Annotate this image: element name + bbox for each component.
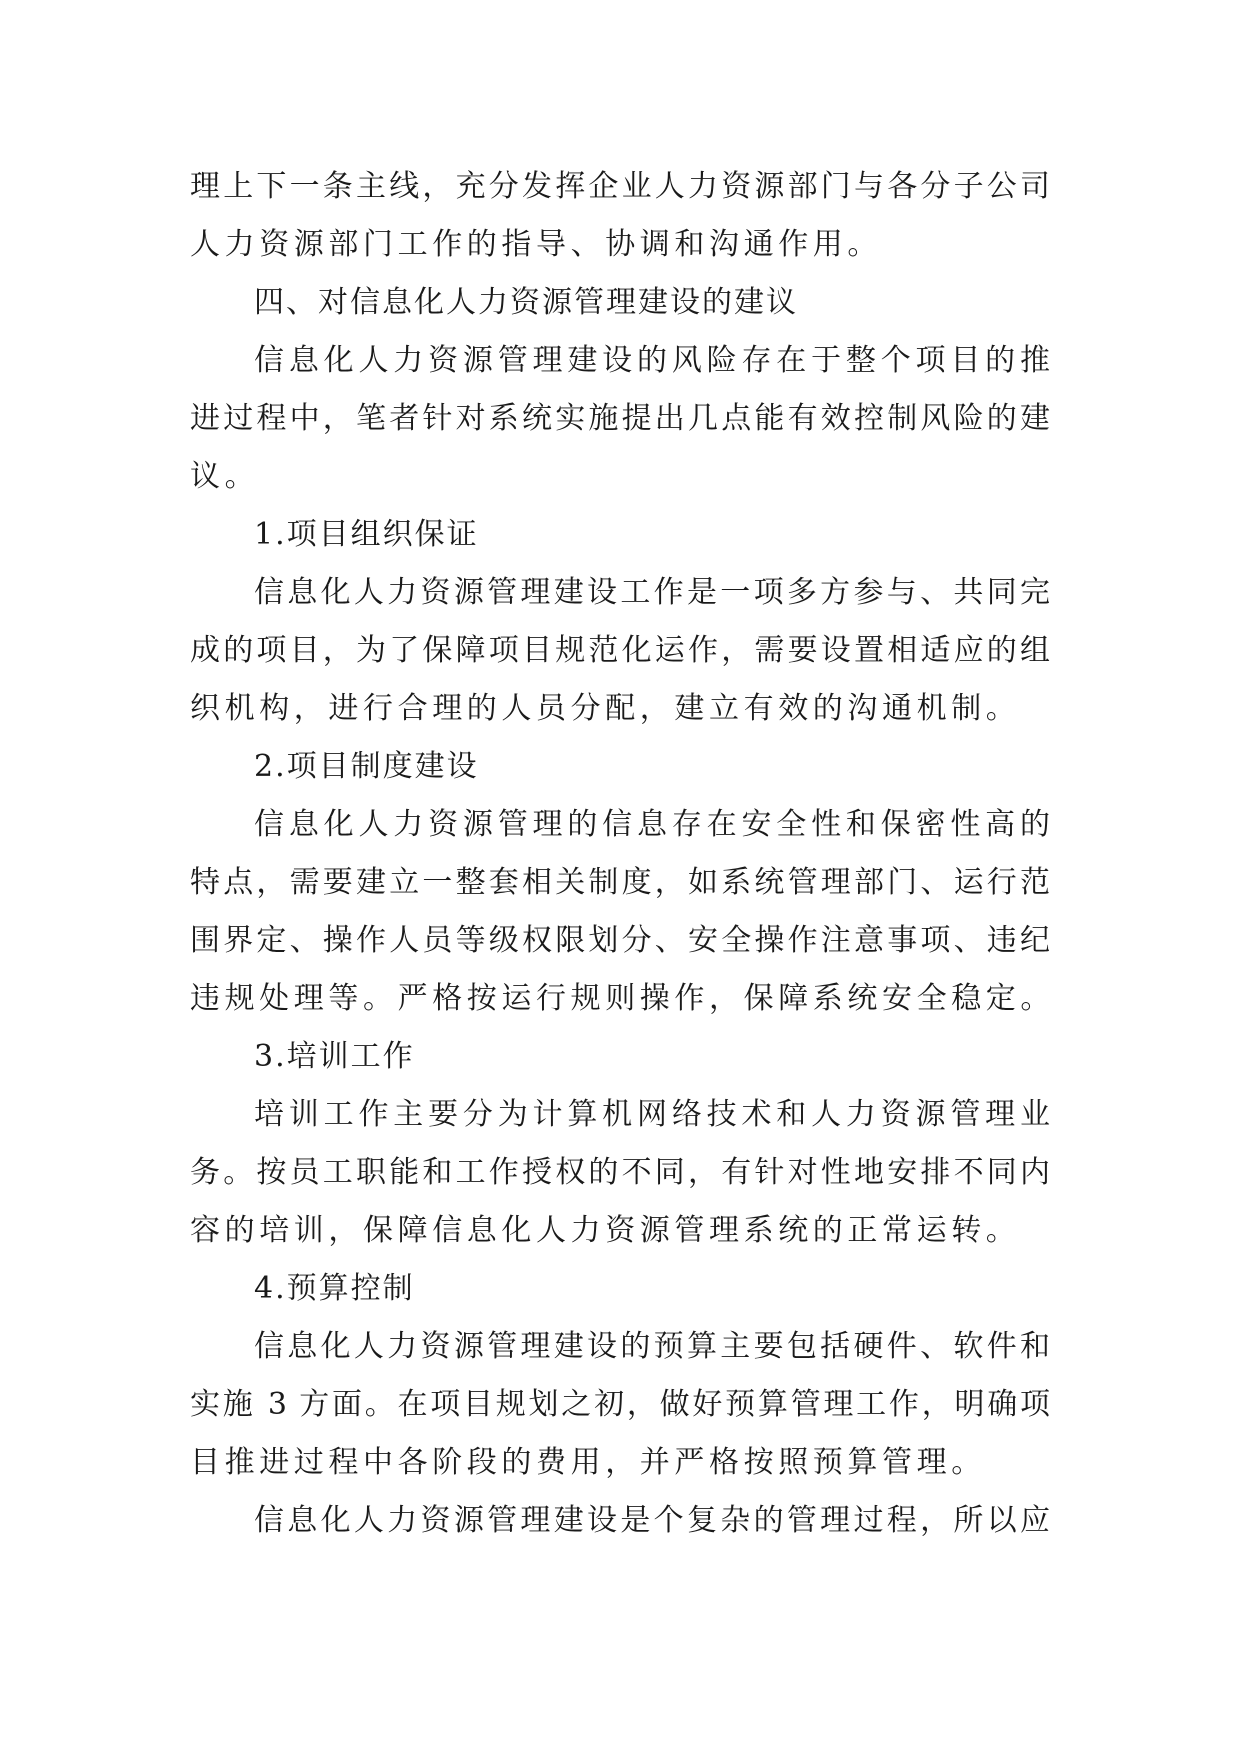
paragraph-line: 信息化人力资源管理建设工作是一项多方参与、共同完 [254,575,1050,610]
paragraph-line: 理上下一条主线，充分发挥企业人力资源部门与各分子公司 [190,169,1050,204]
paragraph-line: 容的培训，保障信息化人力资源管理系统的正常运转。 [190,1213,1021,1248]
paragraph-line: 信息化人力资源管理建设的风险存在于整个项目的推 [254,343,1050,378]
paragraph-line: 织机构，进行合理的人员分配，建立有效的沟通机制。 [190,691,1021,726]
paragraph-line: 培训工作主要分为计算机网络技术和人力资源管理业 [254,1097,1050,1132]
paragraph-line: 特点，需要建立一整套相关制度，如系统管理部门、运行范 [190,865,1050,900]
paragraph-line: 议。 [190,459,260,494]
subsection-heading: 4.预算控制 [254,1271,415,1306]
paragraph-line: 信息化人力资源管理建设是个复杂的管理过程，所以应 [254,1503,1050,1538]
document-body [190,158,1055,1550]
paragraph-line: 成的项目，为了保障项目规范化运作，需要设置相适应的组 [190,633,1050,668]
section-heading: 四、对信息化人力资源管理建设的建议 [254,285,798,320]
paragraph-line: 违规处理等。严格按运行规则操作，保障系统安全稳定。 [190,981,1055,1016]
paragraph-line: 信息化人力资源管理建设的预算主要包括硬件、软件和 [254,1329,1050,1364]
paragraph-line: 围界定、操作人员等级权限划分、安全操作注意事项、违纪 [190,923,1050,958]
paragraph-line: 目推进过程中各阶段的费用，并严格按照预算管理。 [190,1445,986,1480]
subsection-heading: 1.项目组织保证 [254,517,479,552]
paragraph-line: 务。按员工职能和工作授权的不同，有针对性地安排不同内 [190,1155,1050,1190]
subsection-heading: 3.培训工作 [254,1039,415,1074]
paragraph-line: 实施 3 方面。在项目规划之初，做好预算管理工作，明确项 [190,1387,1050,1422]
paragraph-line: 进过程中，笔者针对系统实施提出几点能有效控制风险的建 [190,401,1050,436]
paragraph-line: 信息化人力资源管理的信息存在安全性和保密性高的 [254,807,1050,842]
subsection-heading: 2.项目制度建设 [254,749,479,784]
paragraph-line: 人力资源部门工作的指导、协调和沟通作用。 [190,227,882,262]
